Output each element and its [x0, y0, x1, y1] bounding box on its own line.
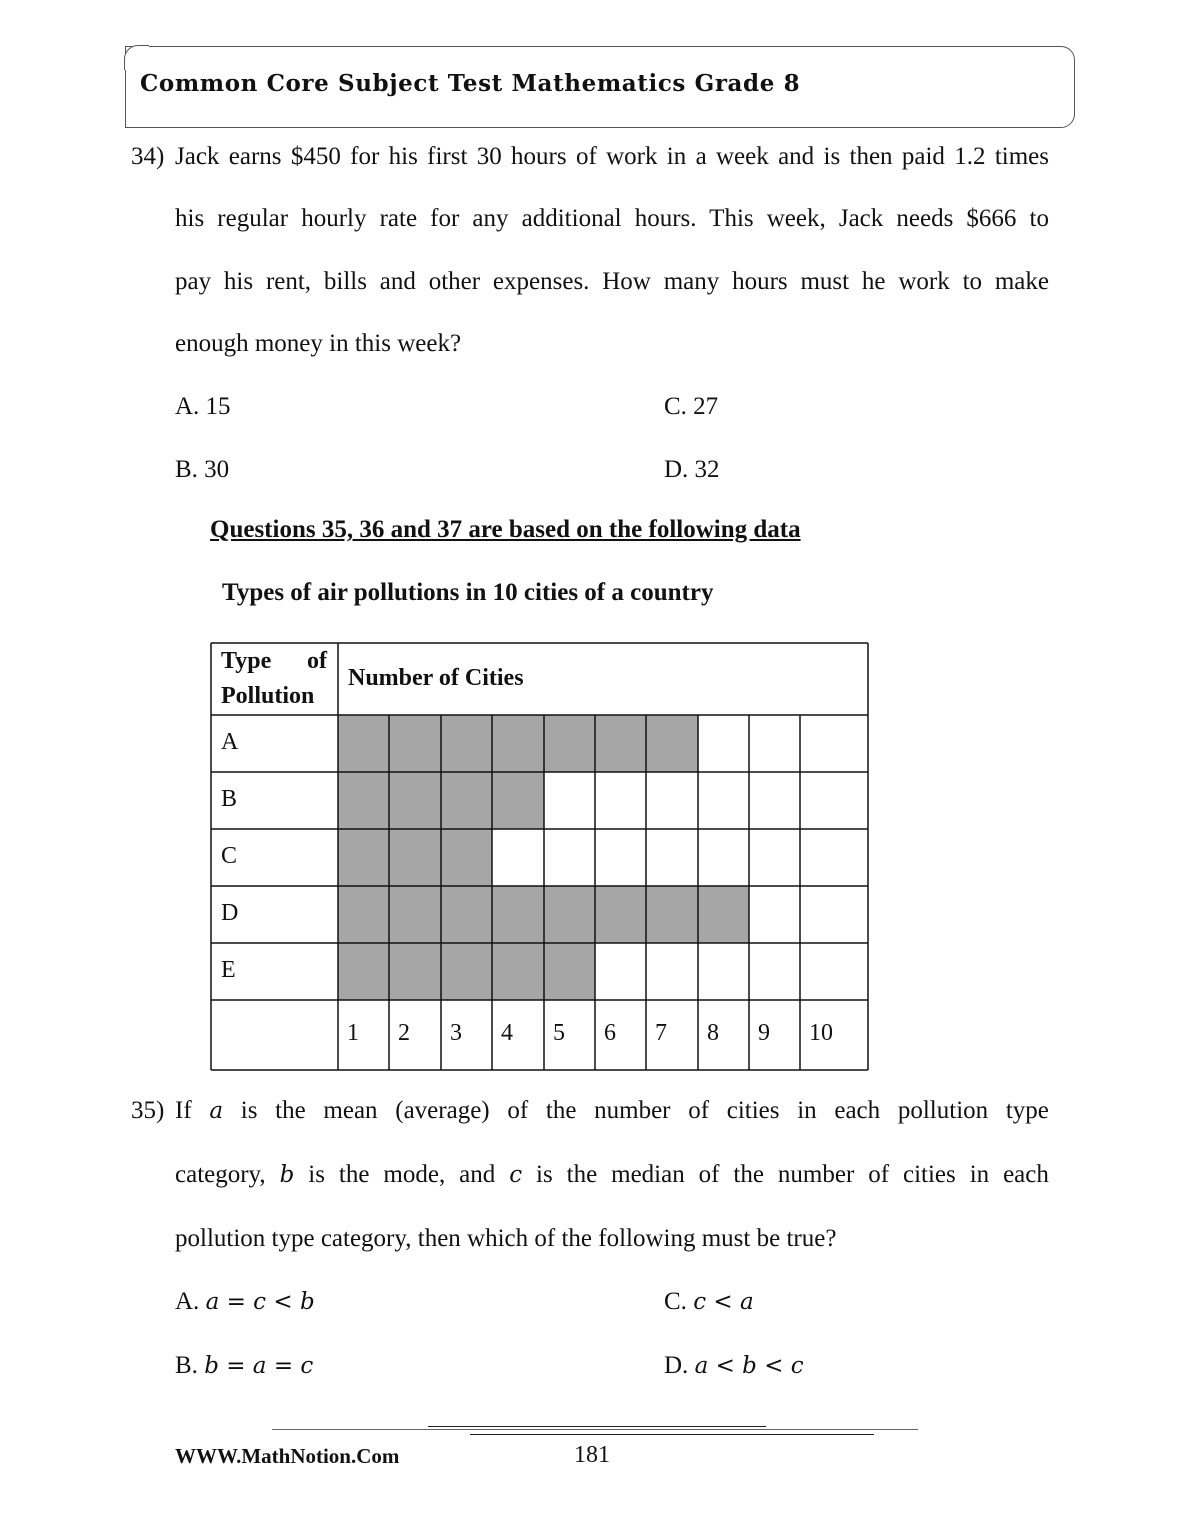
word: cities [726, 1097, 780, 1124]
question-34-number: 34) [131, 143, 165, 170]
question-34-option-b: B. 30 [175, 456, 230, 483]
variable-b: b [279, 1162, 295, 1188]
word: mean [323, 1097, 378, 1124]
shaded-cell [441, 715, 492, 772]
word: the [275, 1097, 306, 1124]
question-35-option-d [664, 1352, 804, 1380]
table-header-type-line-2: Pollution [221, 683, 315, 709]
shaded-cell [441, 886, 492, 943]
word: of [507, 1097, 529, 1124]
option-expression: a = c < b [205, 1289, 315, 1315]
shaded-cell [338, 829, 389, 886]
word: is [240, 1097, 258, 1124]
word: median [611, 1161, 685, 1188]
option-letter: B. [175, 1352, 198, 1379]
question-35-option-a [175, 1288, 315, 1316]
question-35-number: 35) [131, 1097, 165, 1124]
footer-page-number: 181 [574, 1442, 610, 1468]
shaded-cell [544, 943, 595, 1000]
word: of [688, 1097, 710, 1124]
word: If [175, 1097, 192, 1124]
option-expression: c < a [693, 1289, 754, 1315]
table-header-type-line-1: Type of [221, 648, 327, 674]
word: of [698, 1161, 720, 1188]
shaded-cell [338, 886, 389, 943]
pollution-type-label: C [221, 843, 238, 869]
word: type [1005, 1097, 1049, 1124]
city-count-label: 2 [398, 1020, 410, 1046]
shaded-cell [595, 715, 646, 772]
question-34-option-a: A. 15 [175, 393, 231, 420]
shaded-cell [389, 943, 441, 1000]
word: the [338, 1161, 370, 1188]
word: (average) [395, 1097, 490, 1124]
word: cities [902, 1161, 956, 1188]
word: each [1003, 1161, 1049, 1188]
question-35-option-b [175, 1352, 313, 1380]
shaded-cell [698, 886, 749, 943]
question-34-line-1: Jack earns $450 for his first 30 hours of work in a week and is then paid 1.2 times [175, 143, 1049, 170]
pollution-type-label: D [221, 900, 239, 926]
shaded-cell [441, 943, 492, 1000]
shaded-cell [389, 886, 441, 943]
variable-c: c [509, 1162, 523, 1188]
shaded-cell [544, 715, 595, 772]
shaded-cell [492, 943, 544, 1000]
shaded-cell [646, 886, 698, 943]
shaded-cell [338, 943, 389, 1000]
city-count-label: 10 [809, 1020, 833, 1046]
city-count-label: 3 [450, 1020, 462, 1046]
section-heading: Questions 35, 36 and 37 are based on the following data [210, 516, 801, 543]
city-count-label: 1 [347, 1020, 359, 1046]
footer-site-name: WWW.MathNotion.Com [175, 1444, 400, 1468]
shaded-cell [544, 886, 595, 943]
option-expression: a < b < c [694, 1353, 804, 1379]
city-count-label: 7 [655, 1020, 667, 1046]
question-35-line-1 [175, 1097, 1049, 1125]
city-count-label: 6 [604, 1020, 616, 1046]
question-34-option-c: C. 27 [664, 393, 719, 420]
city-count-label: 8 [707, 1020, 719, 1046]
shaded-cell [338, 715, 389, 772]
word: and [459, 1161, 496, 1188]
option-letter: C. [664, 1288, 687, 1315]
question-34-line-4: enough money in this week? [175, 330, 462, 357]
pollution-type-label: A [221, 729, 239, 755]
word: the [733, 1161, 764, 1188]
shaded-cell [389, 715, 441, 772]
shaded-cell [441, 829, 492, 886]
word: in [797, 1097, 817, 1124]
word: the [545, 1097, 577, 1124]
word: is [536, 1161, 553, 1188]
word: mode, [383, 1161, 446, 1188]
question-34-line-2: his regular hourly rate for any additional hours. This week, Jack needs $666 to [175, 205, 1049, 232]
shaded-cell [492, 715, 544, 772]
footer-rule-accent [428, 1426, 766, 1427]
shaded-cell [492, 772, 544, 829]
footer-rule-accent [470, 1434, 874, 1435]
table-header-number-of-cities: Number of Cities [348, 665, 524, 691]
question-35-line-2 [175, 1161, 1049, 1189]
shaded-cell [338, 772, 389, 829]
option-letter: D. [664, 1352, 689, 1379]
word: is [308, 1161, 325, 1188]
word: number [777, 1161, 855, 1188]
shaded-cell [646, 715, 698, 772]
shaded-cell [389, 772, 441, 829]
footer-rule [272, 1429, 918, 1430]
option-letter: A. [175, 1288, 200, 1315]
variable-a: a [209, 1098, 224, 1124]
table-title: Types of air pollutions in 10 cities of a country [222, 579, 714, 606]
city-count-label: 5 [553, 1020, 565, 1046]
pollution-type-label: E [221, 957, 236, 983]
question-35-line-3: pollution type category, then which of the following must be true? [175, 1225, 837, 1252]
table-header-type [221, 644, 327, 714]
city-count-label: 4 [501, 1020, 513, 1046]
word: of [868, 1161, 890, 1188]
shaded-cell [492, 886, 544, 943]
word: each [834, 1097, 881, 1124]
pollution-type-label: B [221, 786, 238, 812]
word: in [969, 1161, 990, 1188]
word: number [594, 1097, 671, 1124]
word: category, [175, 1161, 266, 1188]
city-count-label: 9 [758, 1020, 770, 1046]
page-header-title: Common Core Subject Test Mathematics Grade 8 [140, 70, 801, 97]
question-34-option-d: D. 32 [664, 456, 720, 483]
word: pollution [897, 1097, 989, 1124]
shaded-cell [595, 886, 646, 943]
question-35-option-c [664, 1288, 754, 1316]
shaded-cell [441, 772, 492, 829]
question-34-line-3: pay his rent, bills and other expenses. How many hours must he work to make [175, 268, 1049, 295]
shaded-cell [389, 829, 441, 886]
option-expression: b = a = c [204, 1353, 314, 1379]
word: the [566, 1161, 598, 1188]
